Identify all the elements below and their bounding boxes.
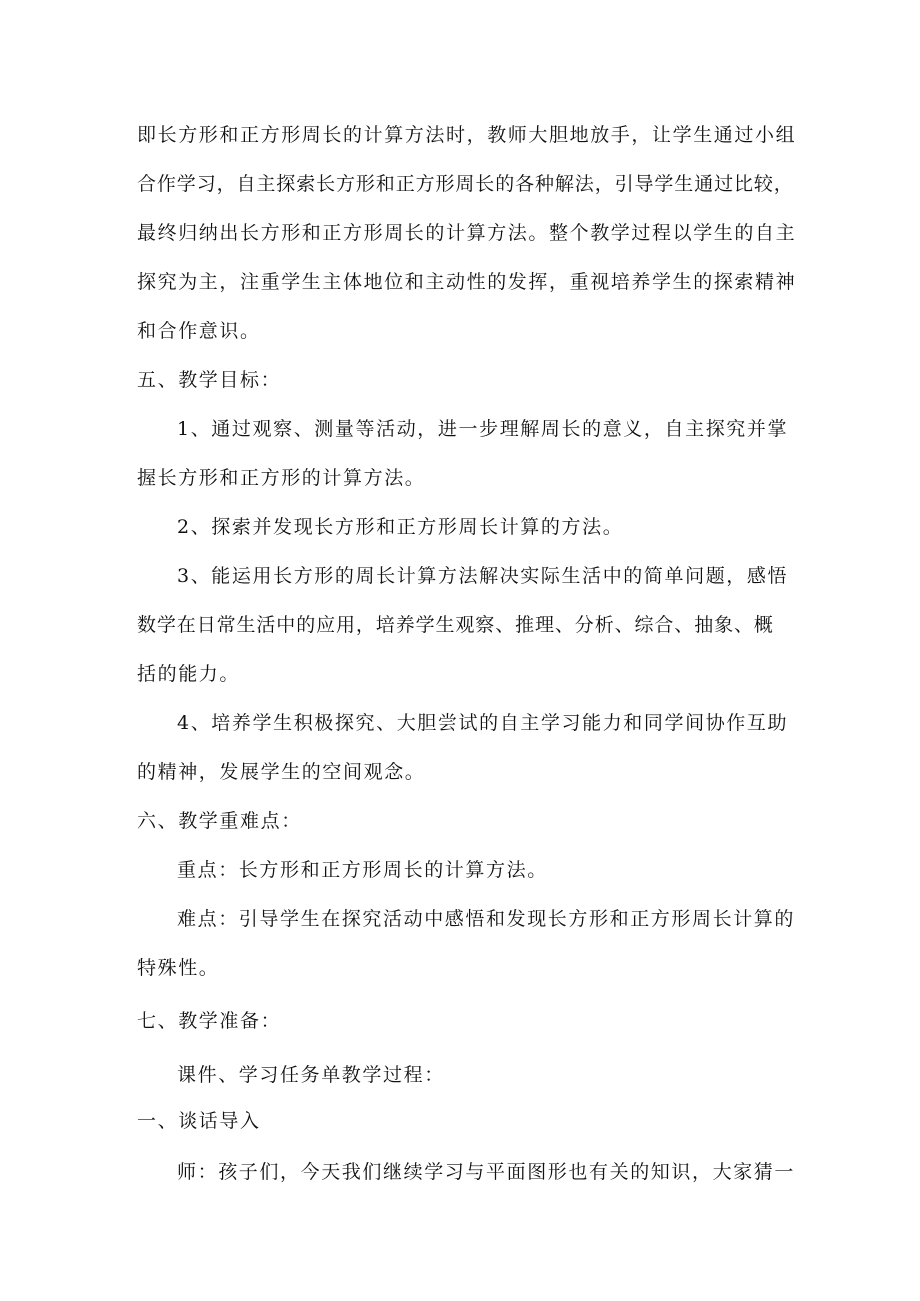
list-item-continuation: 数学在日常生活中的应用，培养学生观察、推理、分析、综合、抽象、概 [137, 614, 774, 636]
list-item: 3、能运用长方形的周长计算方法解决实际生活中的简单问题，感悟 [177, 565, 789, 587]
list-item-continuation: 括的能力。 [137, 663, 241, 685]
difficult-point: 难点：引导学生在探究活动中感悟和发现长方形和正方形周长计算的 [177, 908, 796, 930]
preparation-text: 课件、学习任务单教学过程： [177, 1064, 445, 1086]
paragraph-line: 探究为主，注重学生主体地位和主动性的发挥，重视培养学生的探索精神 [137, 271, 797, 293]
section-heading: 一、谈话导入 [137, 1110, 261, 1132]
section-heading: 七、教学准备： [137, 1010, 282, 1032]
section-heading: 六、教学重难点： [137, 810, 302, 832]
list-item: 2、探索并发现长方形和正方形周长计算的方法。 [177, 516, 624, 538]
paragraph-line: 最终归纳出长方形和正方形周长的计算方法。整个教学过程以学生的自主 [137, 222, 797, 244]
paragraph-line: 师：孩子们，今天我们继续学习与平面图形也有关的知识，大家猜一 [177, 1161, 796, 1183]
paragraph-line: 和合作意识。 [137, 320, 261, 342]
list-item: 1、通过观察、测量等活动，进一步理解周长的意义，自主探究并掌 [177, 418, 789, 440]
list-item-continuation: 握长方形和正方形的计算方法。 [137, 467, 426, 489]
section-heading: 五、教学目标： [137, 369, 282, 391]
key-point: 重点：长方形和正方形周长的计算方法。 [177, 859, 548, 881]
difficult-point-continuation: 特殊性。 [137, 957, 220, 979]
list-item: 4、培养学生积极探究、大胆尝试的自主学习能力和同学间协作互助 [177, 712, 789, 734]
list-item-continuation: 的精神，发展学生的空间观念。 [137, 761, 426, 783]
paragraph-line: 合作学习，自主探索长方形和正方形周长的各种解法，引导学生通过比较， [137, 173, 794, 195]
paragraph-line: 即长方形和正方形周长的计算方法时，教师大胆地放手，让学生通过小组 [137, 124, 797, 146]
